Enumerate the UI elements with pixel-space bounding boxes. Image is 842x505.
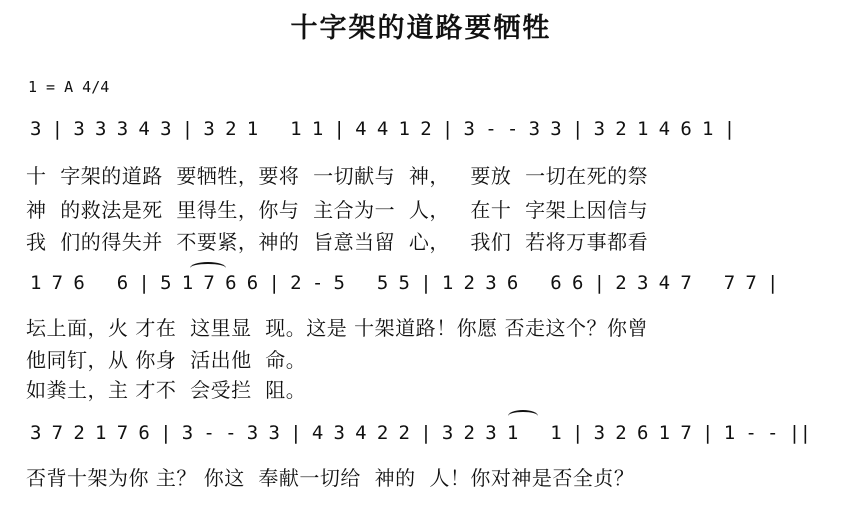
song-title: 十字架的道路要牺牲 bbox=[290, 13, 552, 44]
lyric-line-1-verse-2: 神 的救法是死 里得生，你与 主合为一 人， 在十 字架上因信与 bbox=[26, 198, 649, 222]
notation-line-1: 3 | 3 3 3 4 3 | 3 2 1 1 1 | 4 4 1 2 | 3 - - 3 3 | 3 2 1 4 6 1 | bbox=[30, 118, 735, 140]
lyric-line-3-verse-1: 否背十架为你 主？ 你这 奉献一切给 神的 人！你对神是否全贞？ bbox=[26, 466, 635, 490]
lyric-line-1-verse-3: 我 们的得失并 不要紧，神的 旨意当留 心， 我们 若将万事都看 bbox=[26, 230, 649, 254]
lyric-line-2-verse-1: 坛上面，火 才在 这里显 现。这是 十架道路！你愿 否走这个？你曾 bbox=[26, 316, 649, 340]
slur-mark bbox=[508, 410, 538, 422]
lyric-line-1-verse-1: 十 字架的道路 要牺牲，要将 一切献与 神， 要放 一切在死的祭 bbox=[26, 164, 649, 188]
notation-line-3: 3 7 2 1 7 6 | 3 - - 3 3 | 4 3 4 2 2 | 3 2 3 1 1 | 3 2 6 1 7 | 1 - - || bbox=[30, 422, 811, 444]
notation-line-2: 1 7 6 6 | 5 1 7 6 6 | 2 - 5 5 5 | 1 2 3 6 6 6 | 2 3 4 7 7 7 | bbox=[30, 272, 778, 294]
lyric-line-2-verse-3: 如粪土，主 才不 会受拦 阻。 bbox=[26, 378, 307, 402]
lyric-line-2-verse-2: 他同钉，从 你身 活出他 命。 bbox=[26, 348, 307, 372]
key-signature: 1 = A 4/4 bbox=[28, 78, 110, 96]
